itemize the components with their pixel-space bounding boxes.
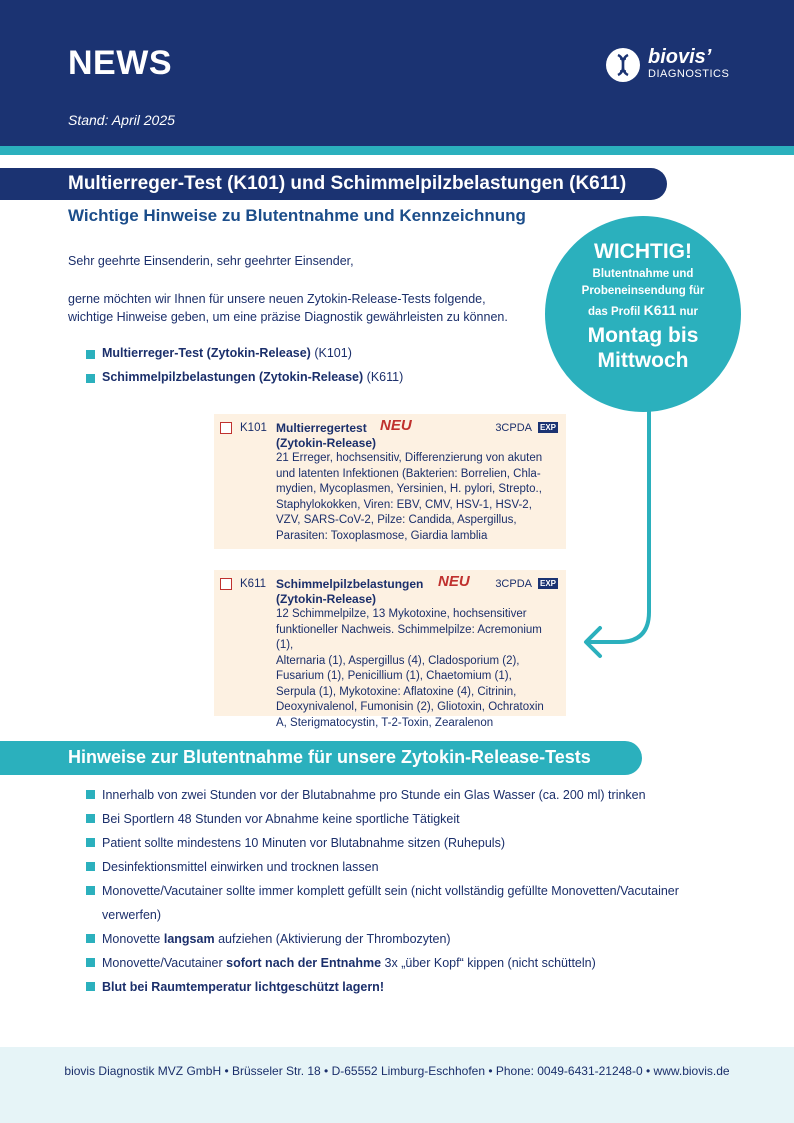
callout-heading: WICHTIG!: [594, 240, 692, 263]
test-box-k101: [214, 414, 566, 549]
callout-days-2: Mittwoch: [597, 349, 689, 372]
callout-line-3: das Profil K611 nur: [587, 302, 699, 318]
test-name: Multierreger-Test (Zytokin-Release): [102, 346, 311, 360]
test-description: 21 Erreger, hochsensitiv, Differenzierung von akuten und latenten Infektionen (Bakterien: Borrelien, Chla- mydien, Mycoplasmen, Yersinien, H. pylori, Strepto., Staphylokokken, Viren: EBV, CMV, HSV-1, HSV-2, VZV, SARS-CoV-2, Pilze: Candida, Aspergillus, Parasiten: Toxoplasmose, Giardia lamblia: [276, 452, 543, 542]
test-code: K611: [240, 578, 267, 590]
news-title: NEWS: [68, 44, 172, 82]
new-badge: NEU: [438, 573, 470, 590]
logo-subtitle: DIAGNOSTICS: [648, 68, 730, 80]
test-subtitle: (Zytokin-Release): [276, 436, 377, 450]
callout-line-2: Probeneinsendung für: [581, 285, 705, 297]
test-title: Schimmelpilzbelastungen: [276, 577, 424, 591]
new-badge: NEU: [380, 417, 412, 434]
material-tag: 3CPDA: [495, 578, 532, 590]
test-name: Schimmelpilzbelastungen (Zytokin-Release): [102, 370, 364, 384]
test-box-k611: [214, 570, 566, 729]
list-item: Bei Sportlern 48 Stunden vor Abnahme keine sportliche Tätigkeit: [86, 810, 679, 834]
list-item: [86, 346, 403, 370]
test-list: [86, 346, 403, 394]
callout-profile-code: K611: [643, 302, 677, 318]
bullet-square-icon: [86, 790, 95, 799]
important-callout: [545, 216, 741, 412]
material-tag: 3CPDA: [495, 422, 532, 434]
list-item: [86, 370, 403, 394]
bullet-square-icon: [86, 886, 95, 895]
main-banner-title: Multierreger-Test (K101) und Schimmelpilzbelastungen (K611): [68, 173, 627, 194]
test-code: K101: [240, 422, 267, 434]
test-description: 12 Schimmelpilze, 13 Mykotoxine, hochsensitiver funktioneller Nachweis. Schimmelpilze: Acremonium (1), Alternaria (1), Aspergillus (4), Cladosporium (2), Fusarium (1), Penicillium (1), Chaetomium (1), Serpula (1), Mykotoxine: Aflatoxine (4), Citrinin, Deoxynivalenol, Fumonisin (2), Gliotoxin, Ochratoxin A, Sterigmatocystin, T-2-Toxin, Zearalenon: [276, 608, 544, 729]
list-item: Patient sollte mindestens 10 Minuten vor Blutabnahme sitzen (Ruhepuls): [86, 834, 679, 858]
list-item: Innerhalb von zwei Stunden vor der Blutabnahme pro Stunde ein Glas Wasser (ca. 200 ml) trinken: [86, 786, 679, 810]
list-item: Monovette langsam aufziehen (Aktivierung der Thrombozyten): [86, 930, 679, 954]
intro-line-1: gerne möchten wir Ihnen für unsere neuen Zytokin-Release-Tests folgende,: [68, 292, 486, 306]
stand-date: Stand: April 2025: [68, 112, 175, 128]
callout-line-1: Blutentnahme und: [592, 268, 694, 280]
hints-banner-title: Hinweise zur Blutentnahme für unsere Zytokin-Release-Tests: [68, 747, 591, 767]
header-stripe: [0, 146, 794, 155]
bullet-square-icon: [86, 958, 95, 967]
footer: [0, 1047, 794, 1123]
header: [0, 0, 794, 146]
hints-banner: [0, 741, 642, 775]
bullet-square-icon: [86, 934, 95, 943]
list-item: Monovette/Vacutainer sofort nach der Entnahme 3x „über Kopf“ kippen (nicht schütteln): [86, 954, 679, 978]
logo-name: biovis’: [648, 46, 712, 68]
main-banner: [0, 168, 667, 200]
bullet-square-icon: [86, 982, 95, 991]
bullet-square-icon: [86, 374, 95, 383]
intro-line-2: wichtige Hinweise geben, um eine präzise Diagnostik gewährleisten zu können.: [68, 310, 508, 324]
bullet-square-icon: [86, 838, 95, 847]
bullet-square-icon: [86, 350, 95, 359]
exp-badge: EXP: [539, 579, 556, 588]
bullet-square-icon: [86, 862, 95, 871]
hint-list: [86, 786, 679, 1002]
footer-contact: biovis Diagnostik MVZ GmbH • Brüsseler Str. 18 • D-65552 Limburg-Eschhofen • Phone: 0049-6431-21248-0 • www.biovis.de: [64, 1064, 730, 1078]
test-title: Multierregertest: [276, 421, 367, 435]
biovis-logo[interactable]: [606, 48, 756, 84]
list-item: Blut bei Raumtemperatur lichtgeschützt lagern!: [86, 978, 679, 1002]
dna-icon: [606, 48, 640, 82]
bullet-square-icon: [86, 814, 95, 823]
page-subtitle: Wichtige Hinweise zu Blutentnahme und Kennzeichnung: [68, 206, 526, 225]
salutation: Sehr geehrte Einsenderin, sehr geehrter Einsender,: [68, 254, 354, 268]
callout-days-1: Montag bis: [587, 324, 699, 347]
checkbox-k611[interactable]: [220, 578, 232, 590]
test-code: (K611): [366, 370, 404, 384]
list-item: Desinfektionsmittel einwirken und trocknen lassen: [86, 858, 679, 882]
test-code: (K101): [314, 346, 352, 360]
list-item: Monovette/Vacutainer sollte immer komplett gefüllt sein (nicht vollständig gefüllte Monovetten/Vacutainer verwerfen): [86, 882, 679, 930]
checkbox-k101[interactable]: [220, 422, 232, 434]
exp-badge: EXP: [539, 423, 556, 432]
test-subtitle: (Zytokin-Release): [276, 592, 377, 606]
